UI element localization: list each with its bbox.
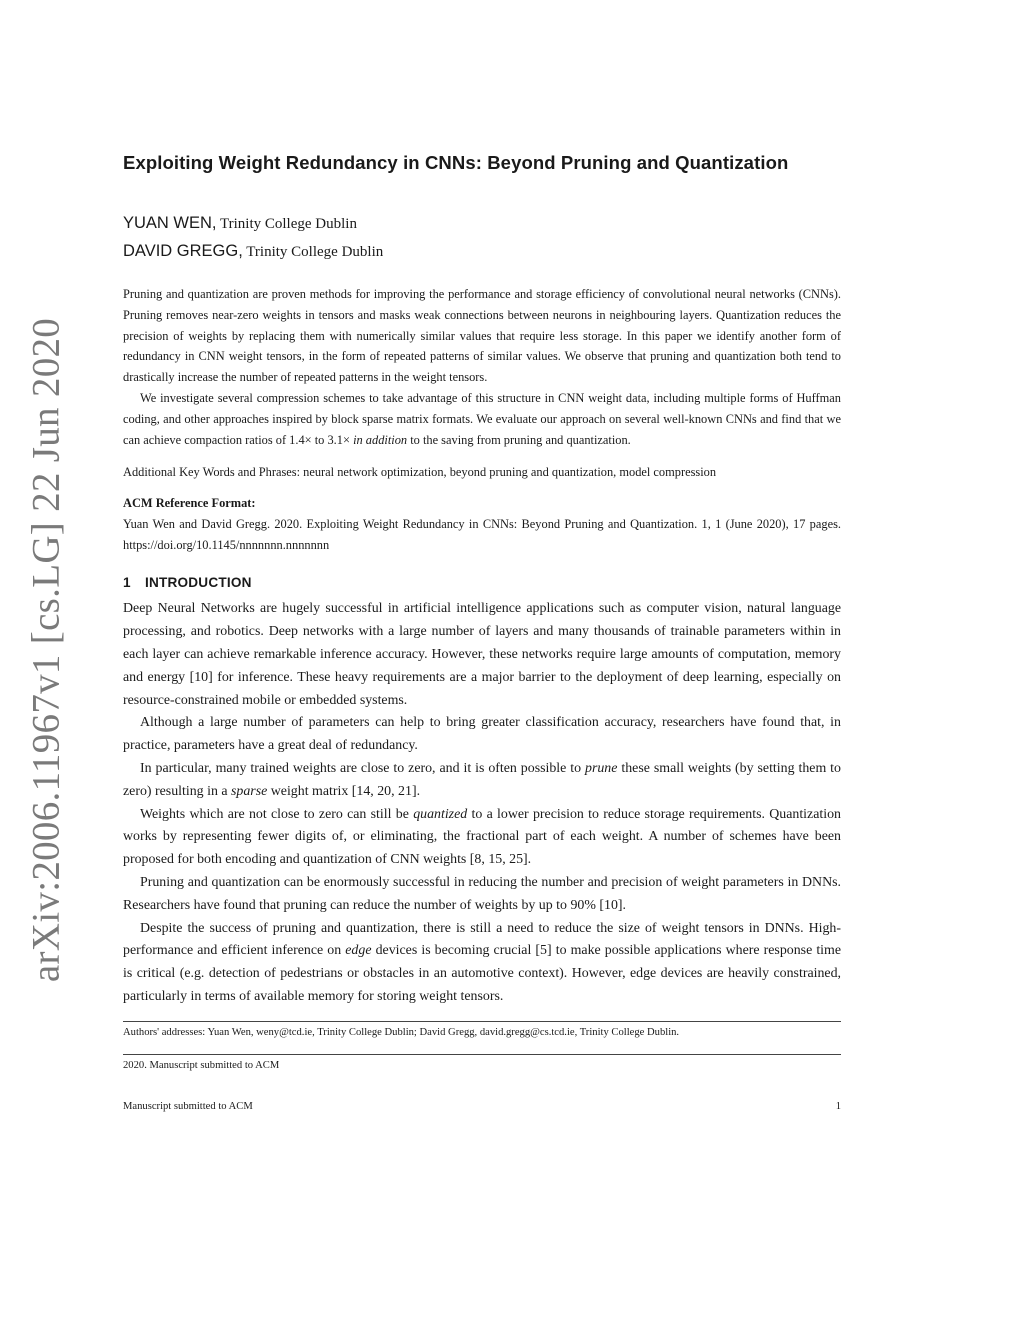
body-paragraph: In particular, many trained weights are close to zero, and it is often possible to prune these small weights (by setting them to zero) resulting in a sparse weight matrix [14, 20, 21].	[123, 760, 841, 799]
emphasis: sparse	[231, 783, 268, 799]
acm-reference	[123, 493, 841, 556]
submission-footnote: 2020. Manuscript submitted to ACM	[123, 1059, 280, 1071]
emphasis: in addition	[353, 432, 408, 447]
emphasis: quantized	[413, 806, 468, 822]
author-name: DAVID GREGG,	[123, 242, 243, 260]
body-paragraph: Weights which are not close to zero can still be quantized to a lower precision to reduce storage requirements. Quantization works by representing fewer digits of, or eliminating, the fractional part of each weight. A number of schemes have been proposed for both encoding and quantization of CNN weights [8, 15, 25].	[123, 806, 841, 868]
author-name: YUAN WEN,	[123, 214, 217, 232]
abstract-paragraph: We investigate several compression schemes to take advantage of this structure in CNN weight data, including multiple forms of Huffman coding, and other approaches inspired by block sparse matrix formats. We evaluate our approach on several well-known CNNs and find that we can achieve compaction ratios of 1.4× to 3.1× in addition to the saving from pruning and quantization.	[123, 390, 841, 447]
body-paragraph: Deep Neural Networks are hugely successful in artificial intelligence applications such as computer vision, natural language processing, and robotics. Deep networks with a large number of layers and many thousands of trainable parameters within in each layer can achieve remarkable inference accuracy. However, these networks require large amounts of computation, memory and energy [10] for inference. These heavy requirements are a major barrier to the deployment of deep learning, especially on resource-constrained mobile or embedded systems.	[123, 601, 841, 708]
acm-reference-text: Yuan Wen and David Gregg. 2020. Exploiting Weight Redundancy in CNNs: Beyond Pruning and Quantization. 1, 1 (June 2020), 17 pages. https://doi.org/10.1145/nnnnnnn.nnnnnnn	[123, 517, 841, 553]
page-footer	[123, 1101, 841, 1112]
author-affiliation: Trinity College Dublin	[246, 244, 384, 260]
page-number: 1	[835, 1101, 841, 1112]
emphasis: prune	[585, 760, 618, 776]
introduction-body	[123, 598, 841, 1008]
author-line	[123, 238, 841, 266]
footer-venue: Manuscript submitted to ACM	[123, 1101, 253, 1112]
paper-title: Exploiting Weight Redundancy in CNNs: Beyond Pruning and Quantization	[123, 152, 789, 173]
body-paragraph: Despite the success of pruning and quantization, there is still a need to reduce the size of weight tensors in DNNs. High-performance and efficient inference on edge devices is becoming crucial [5] to make possible applications where response time is critical (e.g. detection of pedestrians or obstacles in an automotive context). However, edge devices are heavily constrained, particularly in terms of available memory for storing weight tensors.	[123, 920, 842, 1004]
body-paragraph: Pruning and quantization can be enormously successful in reducing the number and precision of weight parameters in DNNs. Researchers have found that pruning can reduce the number of weights by up to 90% [10].	[123, 874, 841, 913]
paper-page	[123, 152, 841, 1073]
acm-reference-heading: ACM Reference Format:	[123, 496, 256, 511]
section-heading	[123, 575, 841, 590]
section-number: 1	[123, 575, 131, 591]
footnote-divider	[123, 1054, 841, 1055]
footnote-divider	[123, 1021, 841, 1022]
authors-addresses-footnote: Authors' addresses: Yuan Wen, weny@tcd.ie, Trinity College Dublin; David Gregg, david.gregg@cs.tcd.ie, Trinity College Dublin.	[123, 1026, 680, 1038]
keywords: Additional Key Words and Phrases: neural network optimization, beyond pruning and quantization, model compression	[123, 465, 717, 480]
abstract	[123, 284, 841, 450]
arxiv-stamp: arXiv:2006.11967v1 [cs.LG] 22 Jun 2020	[24, 317, 68, 983]
author-line	[123, 210, 841, 238]
emphasis: edge	[345, 943, 372, 959]
body-paragraph: Although a large number of parameters can help to bring greater classification accuracy, researchers have found that, in practice, parameters have a great deal of redundancy.	[123, 715, 841, 754]
author-affiliation: Trinity College Dublin	[220, 216, 357, 232]
section-title: INTRODUCTION	[145, 575, 252, 591]
abstract-paragraph: Pruning and quantization are proven methods for improving the performance and storage efficiency of convolutional neural networks (CNNs). Pruning removes near-zero weights in tensors and masks weak connections between neurons in neighbouring layers. Quantization reduces the precision of weights by replacing them with numerically similar values that require less storage. In this paper we identify another form of redundancy in CNN weight tensors, in the form of repeated patterns of similar values. We observe that pruning and quantization both tend to drastically increase the number of repeated patterns in the weight tensors.	[123, 287, 841, 385]
